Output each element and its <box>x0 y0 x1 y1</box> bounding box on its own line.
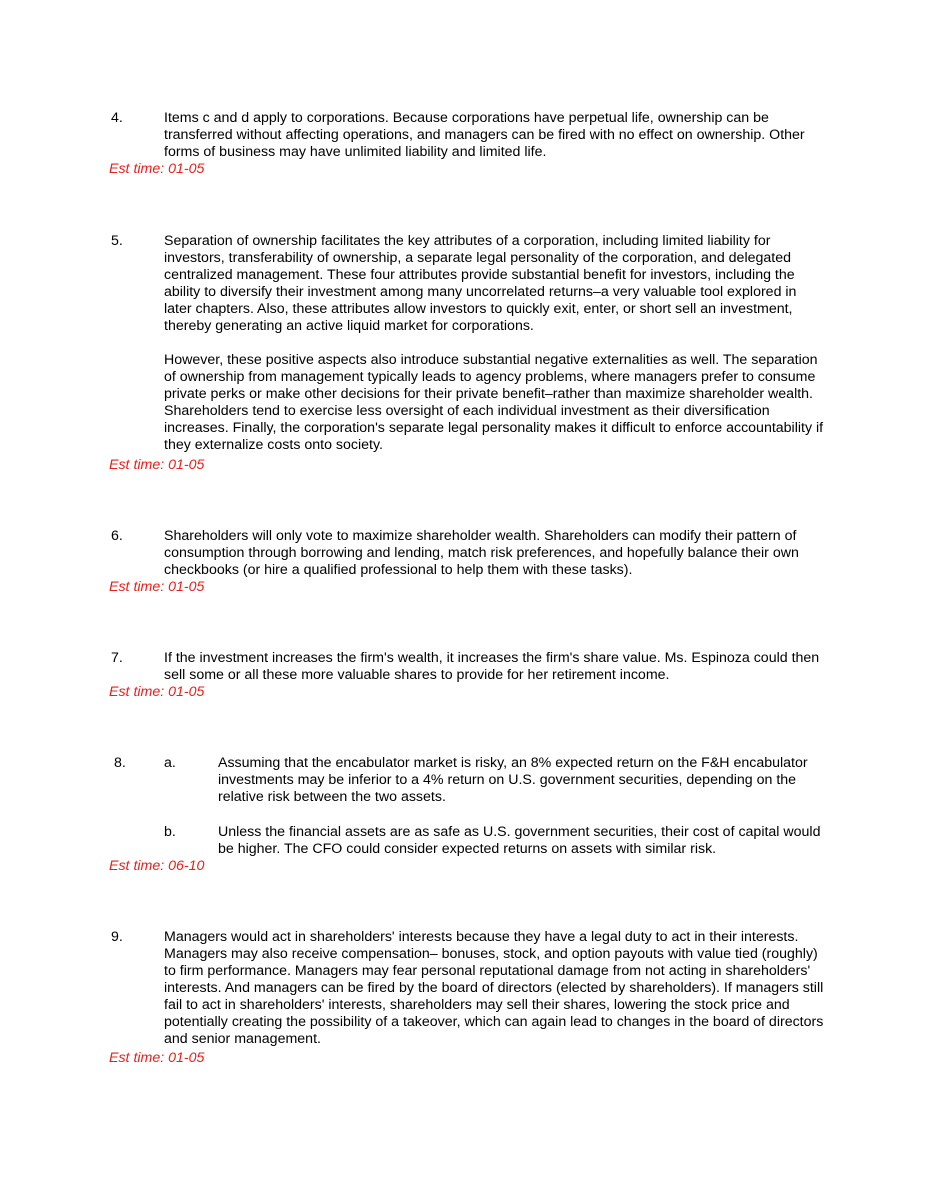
answer-number: 7. <box>111 650 123 666</box>
answer-body <box>164 650 824 684</box>
est-time: Est time: 01-05 <box>109 457 205 473</box>
subitem-text: Assuming that the encabulator market is risky, an 8% expected return on the F&H encabulator investments may be inferior to a 4% return on U.S. government securities, depending on the relative risk between the two assets. <box>218 755 808 805</box>
est-time: Est time: 06-10 <box>109 858 205 874</box>
est-time: Est time: 01-05 <box>109 161 205 177</box>
subitem-letter: b. <box>164 824 176 840</box>
answer-number: 5. <box>111 233 123 249</box>
answer-paragraph: Separation of ownership facilitates the key attributes of a corporation, including limited liability for investors, transferability of ownership, a separate legal personality of the corporation, and delegated centralized management. These four attributes provide substantial benefit for investors, including the ability to diversify their investment among many uncorrelated returns–a very valuable tool explored in later chapters. Also, these attributes allow investors to quickly exit, enter, or short sell an investment, thereby generating an active liquid market for corporations. <box>164 233 797 334</box>
answer-paragraph: Items c and d apply to corporations. Because corporations have perpetual life, ownership can be transferred without affecting operations, and managers can be fired with no effect on ownership. Other forms of business may have unlimited liability and limited life. <box>164 110 805 160</box>
answer-number: 4. <box>111 110 123 126</box>
subitem-letter: a. <box>164 755 176 771</box>
est-time: Est time: 01-05 <box>109 579 205 595</box>
answer-body <box>164 233 824 454</box>
answer-paragraph: Managers would act in shareholders' interests because they have a legal duty to act in their interests. Managers may also receive compensation– bonuses, stock, and option payouts with value tied (roughly) to firm performance. Managers may fear personal reputational damage from not acting in shareholders' interests. And managers can be fired by the board of directors (elected by shareholders). If managers still fail to act in shareholders' interests, shareholders may sell their shares, lowering the stock price and potentially creating the possibility of a takeover, which can again lead to changes in the board of directors and senior management. <box>164 929 824 1047</box>
answer-paragraph: If the investment increases the firm's wealth, it increases the firm's share value. Ms. Espinoza could then sell some or all these more valuable shares to provide for her retirement income. <box>164 650 820 683</box>
answer-body <box>164 110 824 161</box>
answer-number: 8. <box>114 755 126 771</box>
answer-body <box>164 929 824 1048</box>
answer-number: 6. <box>111 528 123 544</box>
est-time: Est time: 01-05 <box>109 1050 205 1066</box>
est-time: Est time: 01-05 <box>109 684 205 700</box>
answer-paragraph: Shareholders will only vote to maximize shareholder wealth. Shareholders can modify their pattern of consumption through borrowing and lending, match risk preferences, and hopefully balance their own checkbooks (or hire a qualified professional to help them with these tasks). <box>164 528 799 578</box>
answer-paragraph: However, these positive aspects also introduce substantial negative externalities as well. The separation of ownership from management typically leads to agency problems, where managers prefer to consume private perks or make other decisions for their private benefit–rather than maximize shareholder wealth. Shareholders tend to exercise less oversight of each individual investment as their diversification increases. Finally, the corporation's separate legal personality makes it difficult to enforce accountability if they externalize costs onto society. <box>164 352 824 453</box>
subitem-text: Unless the financial assets are as safe as U.S. government securities, their cost of capital would be higher. The CFO could consider expected returns on assets with similar risk. <box>218 824 821 857</box>
answer-number: 9. <box>111 929 123 945</box>
answer-body <box>164 528 824 579</box>
